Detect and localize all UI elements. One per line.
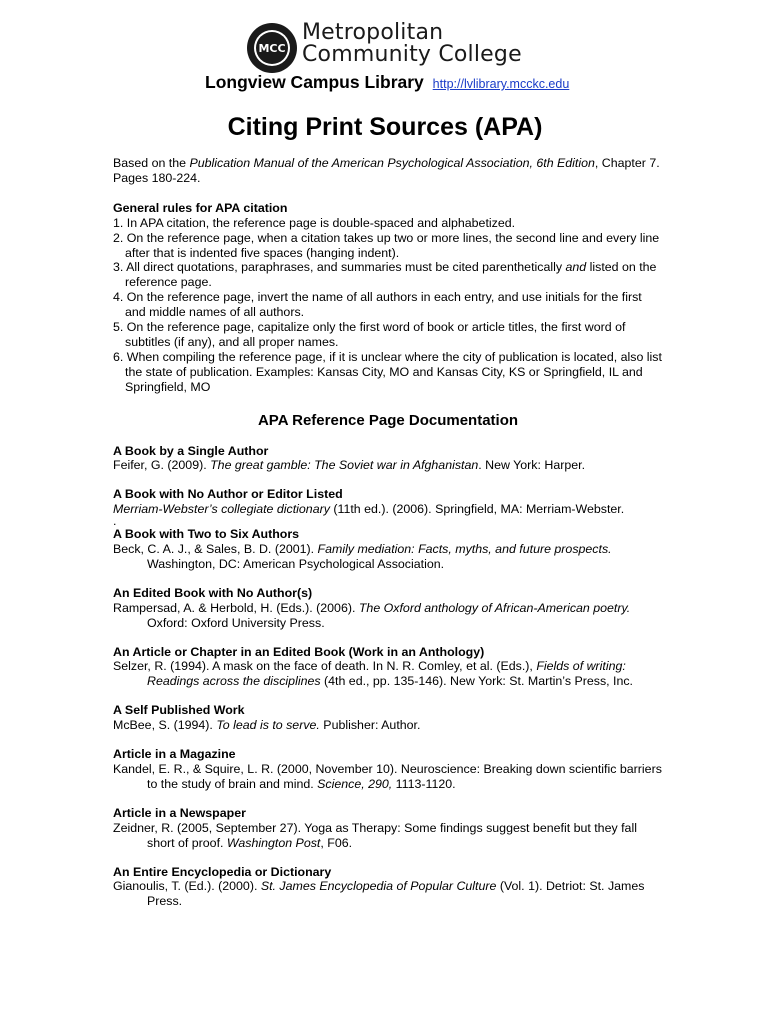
reference-entry <box>113 747 663 792</box>
mcc-seal-icon <box>246 22 298 74</box>
section-title: APA Reference Page Documentation <box>257 411 519 429</box>
reference-text: McBee, S. (1994). To lead is to serve. Publisher: Author. <box>113 718 421 733</box>
entry-title: An Edited Book with No Author(s) <box>113 585 313 600</box>
reference-text: Merriam-Webster’s collegiate dictionary (11th ed.). (2006). Springfield, MA: Merriam-Webster. <box>113 502 625 517</box>
college-name-line1: Metropolitan <box>302 20 444 45</box>
reference-text: Rampersad, A. & Herbold, H. (Eds.). (2006). The Oxford anthology of African-American poetry. Oxford: Oxford University Press. <box>113 600 631 630</box>
rules-heading: General rules for APA citation <box>113 200 288 215</box>
campus-line <box>205 72 569 93</box>
reference-entry <box>113 444 663 474</box>
document-body <box>113 156 663 923</box>
rule-item: 4. On the reference page, invert the name of all authors in each entry, and use initials for the first and middle names of all authors. <box>113 290 642 320</box>
page-title: Citing Print Sources (APA) <box>227 113 543 141</box>
college-name <box>302 22 522 66</box>
intro-paragraph: Based on the Publication Manual of the American Psychological Association, 6th Edition, Chapter 7. Pages 180-224. <box>113 156 660 185</box>
college-logo <box>246 22 536 78</box>
rule-item: 2. On the reference page, when a citation takes up two or more lines, the second line and every line after that is indented five spaces (hanging indent). <box>113 230 660 260</box>
reference-entry <box>113 865 663 910</box>
reference-text: Selzer, R. (1994). A mask on the face of death. In N. R. Comley, et al. (Eds.), Fields of writing: Readings across the disciplines (4th ed., pp. 135-146). New York: St. Martin’s Press, Inc. <box>113 659 634 689</box>
rule-item: 6. When compiling the reference page, if it is unclear where the city of publication is located, also list the state of publication. Examples: Kansas City, MO and Kansas City, KS or Springfield, IL and Springfield, MO <box>113 349 662 394</box>
reference-text: Gianoulis, T. (Ed.). (2000). St. James Encyclopedia of Popular Culture (Vol. 1). Detriot: St. James Press. <box>113 879 645 909</box>
entry-title: Article in a Newspaper <box>113 805 246 820</box>
entry-title: A Book with No Author or Editor Listed <box>113 487 343 502</box>
reference-entry <box>113 487 663 529</box>
reference-entry <box>113 586 663 631</box>
reference-entry <box>113 527 663 572</box>
entry-title: A Book with Two to Six Authors <box>113 527 300 542</box>
reference-text: Beck, C. A. J., & Sales, B. D. (2001). Family mediation: Facts, myths, and future prospects. Washington, DC: American Psychological Association. <box>113 542 612 571</box>
general-rules <box>113 201 663 395</box>
entry-title: A Book by a Single Author <box>113 443 269 458</box>
entry-title: Article in a Magazine <box>113 747 236 762</box>
campus-name: Longview Campus Library <box>205 72 424 92</box>
reference-text: Zeidner, R. (2005, September 27). Yoga as Therapy: Some findings suggest benefit but they fall short of proof. Washington Post, F06. <box>113 820 637 850</box>
college-name-line2: Community College <box>302 42 522 67</box>
stray-period: . <box>113 514 117 529</box>
entry-title: A Self Published Work <box>113 703 245 718</box>
entry-title: An Entire Encyclopedia or Dictionary <box>113 864 332 879</box>
library-url-link[interactable]: http://lvlibrary.mcckc.edu <box>432 77 570 91</box>
reference-entry <box>113 645 663 690</box>
reference-text: Kandel, E. R., & Squire, L. R. (2000, November 10). Neuroscience: Breaking down scientific barriers to the study of brain and mind. Science, 290, 1113-1120. <box>113 762 662 791</box>
rule-item: 3. All direct quotations, paraphrases, and summaries must be cited parenthetically and listed on the reference page. <box>113 260 657 290</box>
rule-item: 5. On the reference page, capitalize only the first word of book or article titles, the first word of subtitles (if any), and all proper names. <box>113 320 626 349</box>
rule-item: 1. In APA citation, the reference page is double-spaced and alphabetized. <box>113 215 516 230</box>
entry-title: An Article or Chapter in an Edited Book (Work in an Anthology) <box>113 644 485 659</box>
reference-text: Feifer, G. (2009). The great gamble: The Soviet war in Afghanistan. New York: Harper. <box>113 458 586 473</box>
reference-entry <box>113 703 663 733</box>
logo-badge-text: MCC <box>258 42 286 55</box>
reference-entry <box>113 806 663 851</box>
